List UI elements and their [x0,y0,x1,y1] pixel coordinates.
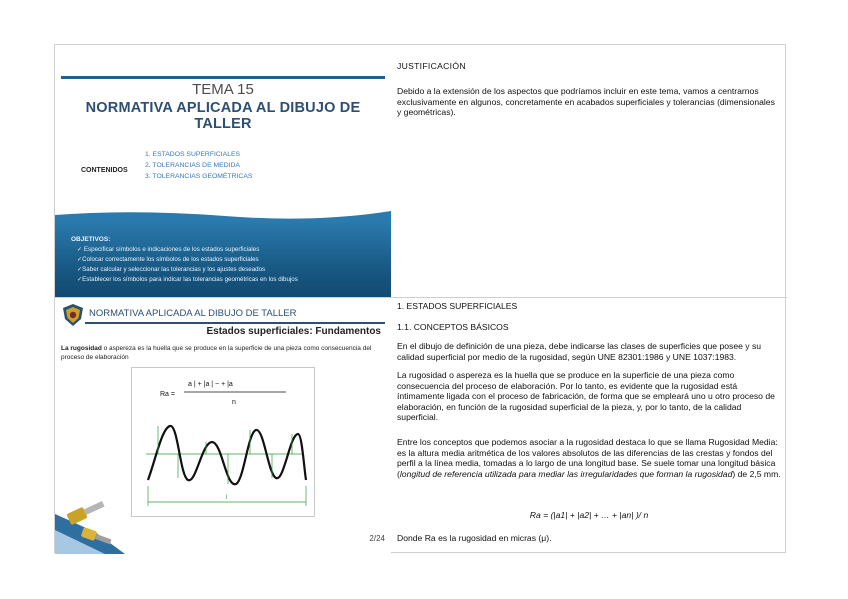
slide-2 [55,298,391,554]
title-rule [61,76,385,79]
paragraph-justificacion: Debido a la extensión de los aspectos que podríamos incluir en este tema, vamos a centrarnos exclusivamente en algunos, concretamente en acabados superficiales y tolerancias (dimensionales y geométricas). [397,86,775,118]
slide-1 [55,45,391,297]
p4-italic: longitud de referencia utilizada para mediar las irregularidades que forman la rugosidad [399,468,733,479]
slide-text-bold: La rugosidad [61,345,102,352]
paragraph-definicion: En el dibujo de definición de una pieza, debe indicarse las clases de superficies que posee y su calidad superficial por medio de la rugosidad, según UNE 82301:1986 y UNE 1037:1983. [397,341,762,362]
slide-page-number: 2/24 [369,534,385,543]
slide-title: NORMATIVA APLICADA AL DIBUJO DE TALLER [85,100,361,132]
formula-denominator: n [232,399,236,406]
contenidos-item: 3. TOLERANCIAS GEOMÉTRICAS [145,173,253,180]
roughness-profile-diagram [132,368,316,518]
roughness-figure [131,367,315,517]
objetivo-item: ✓ Especificar símbolos e indicaciones de los estados superficiales [77,246,260,253]
slide-text-rest: o aspereza es la huella que se produce en la superficie de una pieza como consecuencia del proceso de elaboración [61,345,372,361]
objetivo-item: ✓Establecer los símbolos para indicar las tolerancias geométricas en los dibujos [77,276,298,283]
bolts-illustration-icon [55,494,125,554]
contenidos-label: CONTENIDOS [81,167,128,174]
contenidos-item: 1. ESTADOS SUPERFICIALES [145,151,241,158]
objetivos-label: OBJETIVOS: [71,236,111,243]
paragraph-rugosidad: La rugosidad o aspereza es la huella que se produce en la superficie de una pieza como consecuencia del proceso de elaboración. Por lo tanto, es evidente que la rugosidad está íntimamente ligada con el proceso de fabricación, de forma que se empleará uno u otro proceso de elaboración, en función de la rugosidad superficial de la pieza, y, por lo tanto, de la calidad superficial. [397,370,775,423]
ra-formula: Ra = (|a1| + |a2| + … + |an| )/ n [529,510,649,520]
subsection-heading-conceptos: 1.1. CONCEPTOS BÁSICOS [397,322,509,332]
contenidos-list [145,149,252,182]
title-rule [85,322,385,324]
paragraph-donde: Donde Ra es la rugosidad en micras (μ). [397,533,552,543]
slide-subtitle: Estados superficiales: Fundamentos [206,326,381,337]
band-wave [55,209,391,223]
section-heading-estados: 1. ESTADOS SUPERFICIALES [397,301,518,311]
slide-tema: TEMA 15 [192,81,254,98]
formula-numerator: a | + |a | − + |a [188,381,233,388]
slide-text [61,344,376,362]
formula-left: Ra = [160,391,175,398]
p4-end: ) de 2,5 mm. [732,468,781,479]
objetivo-item: ✓Colocar correctamente los símbolos de los estados superficiales [77,256,259,263]
objetivos-band [55,221,391,297]
objetivo-item: ✓Saber calcular y seleccionar las tolerancias y los ajustes deseados [77,266,266,273]
paragraph-rugosidad-media [397,437,781,479]
length-label: l [226,495,228,501]
shield-logo-icon [62,303,84,327]
objetivos-list [77,245,298,285]
slide-title: NORMATIVA APLICADA AL DIBUJO DE TALLER [89,308,297,319]
document-page [54,44,786,553]
contenidos-item: 2. TOLERANCIAS DE MEDIDA [145,162,240,169]
section-heading-justificacion: JUSTIFICACIÓN [397,61,466,71]
p4-start: Entre los conceptos que podemos asociar a la rugosidad destaca lo que se llama Rugosidad Media: es la altura media aritmética de los valores absolutos de las diferencias de las crestas y fondos del perfil a la línea media, tomadas a lo largo de una longitud base. Se suele tomar una longitud básica ( [397,437,778,479]
